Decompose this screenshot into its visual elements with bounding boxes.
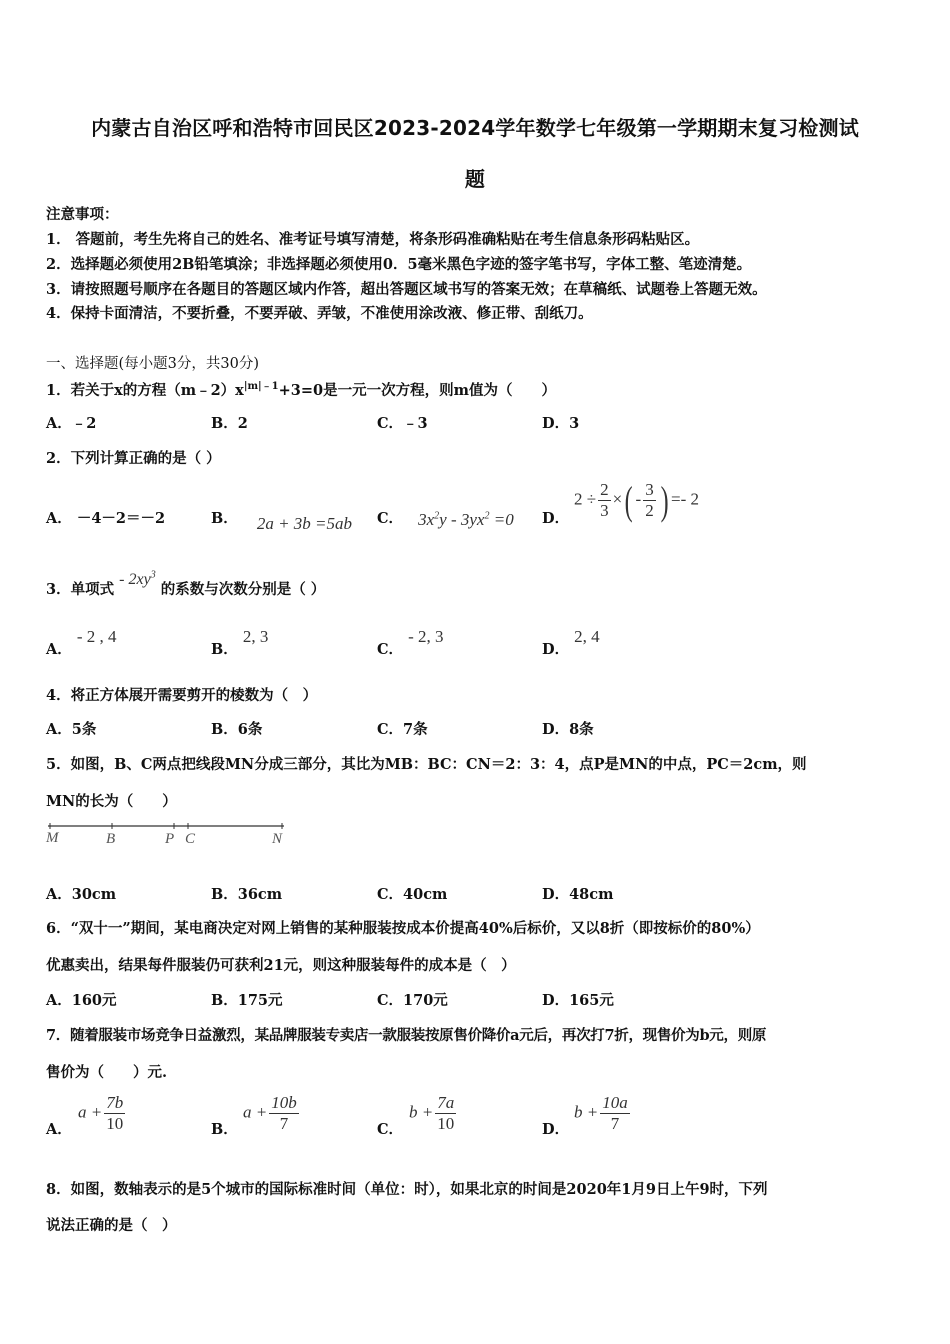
- q2-d-times: ×: [612, 489, 623, 509]
- q2-c-expression: [418, 510, 514, 529]
- q2-c-exponent: 2: [434, 510, 440, 522]
- point-label-b: B: [106, 831, 116, 847]
- q3-option-b: [211, 627, 269, 659]
- q2-d-numerator: 3: [645, 480, 654, 499]
- q7-option-b-expression: [243, 1093, 301, 1134]
- q7-option-a-label: A．: [46, 1121, 72, 1138]
- question-7-stem: 7．随着服装市场竞争日益激烈，某品牌服装专卖店一款服装按原售价降价a元后，再次打7折，现售价为b元，则原: [46, 1027, 767, 1044]
- q7-c-denominator: 10: [437, 1114, 455, 1133]
- q5-option-a: A．30cm: [46, 886, 117, 903]
- question-1-stem: [46, 377, 556, 400]
- q7-d-lead: b +: [574, 1102, 599, 1122]
- q7-option-c-label: C．: [377, 1121, 404, 1138]
- point-label-c: C: [185, 831, 196, 847]
- q7-c-lead: b +: [409, 1102, 434, 1122]
- q5-option-c: C．40cm: [377, 886, 448, 903]
- notice-heading: 注意事项：: [46, 206, 119, 223]
- q7-b-denominator: 7: [279, 1114, 289, 1133]
- q2-option-d-label: D．: [542, 510, 570, 527]
- q7-a-numerator: 7b: [106, 1093, 124, 1112]
- q1-exponent: |m|﹣1: [243, 381, 279, 392]
- q2-d-lead: 2 ÷: [574, 489, 597, 509]
- q4-option-a: A．5条: [46, 721, 97, 738]
- question-2-stem: 2．下列计算正确的是（ ）: [46, 450, 221, 467]
- left-paren-icon: (: [624, 477, 633, 523]
- q3-label-c: C．: [377, 641, 404, 658]
- notice-item: 3．请按照题号顺序在各题目的答题区域内作答，超出答题区域书写的答案无效；在草稿纸、试题卷上答题无效。: [46, 281, 767, 298]
- notice-item: 1． 答题前，考生先将自己的姓名、准考证号填写清楚，将条形码准确粘贴在考生信息条形码粘贴区。: [46, 231, 700, 248]
- q2-d-expression: [574, 477, 700, 523]
- q3-option-c: [377, 627, 444, 659]
- q2-option-b: [211, 507, 353, 533]
- q2-d-negative: -: [635, 489, 642, 509]
- q4-option-c: C．7条: [377, 721, 428, 738]
- q2-b-expression: 2a + 3b =5ab: [256, 514, 353, 533]
- point-label-p: P: [165, 831, 175, 847]
- section-heading: 一、选择题(每小题3分，共30分): [46, 356, 259, 372]
- question-8-stem-continued: 说法正确的是（ ）: [46, 1217, 177, 1234]
- q7-a-denominator: 10: [106, 1114, 124, 1133]
- question-7-stem-continued: 售价为（ ）元.: [46, 1064, 168, 1081]
- notice-item: 2．选择题必须使用2B铅笔填涂；非选择题必须使用0．5毫米黑色字迹的签字笔书写，字体工整、笔迹清楚。: [46, 256, 752, 273]
- q6-option-d: D．165元: [542, 992, 614, 1009]
- q1-option-c: C．﹣3: [377, 415, 428, 432]
- q2-option-c: [377, 507, 514, 528]
- q2-d-denominator: 2: [645, 501, 654, 520]
- q3-label-a: A．: [46, 641, 72, 658]
- q7-option-a-expression: [78, 1093, 127, 1134]
- point-label-m: M: [46, 830, 59, 846]
- question-4-stem: 4．将正方体展开需要剪开的棱数为（ ）: [46, 687, 318, 704]
- q2-a-expression: －4－2＝－2: [76, 510, 166, 527]
- right-paren-icon: ): [660, 477, 669, 523]
- q7-option-c-expression: [409, 1093, 458, 1134]
- q7-d-denominator: 7: [610, 1114, 620, 1133]
- q7-c-numerator: 7a: [437, 1093, 455, 1112]
- q5-option-b: B．36cm: [211, 886, 283, 903]
- question-3-stem: [46, 569, 326, 599]
- q3-b-value: 2, 3: [242, 627, 269, 646]
- q1-option-b: B．2: [211, 415, 248, 432]
- q2-label-a: A．: [46, 510, 72, 527]
- q3-label-d: D．: [542, 641, 570, 658]
- question-6-stem: 6．“双十一”期间，某电商决定对网上销售的某种服装按成本价提高40%后标价，又以8折（即按标价的80%）: [46, 920, 760, 937]
- q3-a-value: - 2 , 4: [76, 627, 117, 646]
- q2-c-part: 3x: [418, 510, 435, 529]
- q2-d-denominator: 3: [600, 501, 609, 520]
- exam-title-continued: 题: [464, 167, 486, 191]
- q2-c-exponent: 2: [484, 510, 490, 522]
- q3-d-value: 2, 4: [574, 627, 600, 646]
- q6-option-a: A．160元: [46, 992, 117, 1009]
- q3-c-value: - 2, 3: [408, 627, 444, 646]
- q4-option-b: B．6条: [211, 721, 263, 738]
- q1-stem-part: +3=0是一元一次方程，则m值为（ ）: [278, 381, 556, 399]
- q2-option-a: [46, 507, 165, 528]
- q3-option-d: [542, 627, 600, 659]
- question-5-stem-continued: MN的长为（ ）: [46, 793, 177, 810]
- segment-diagram: [44, 822, 290, 848]
- question-5-stem: 5．如图，B、C两点把线段MN分成三部分，其比为MB：BC：CN＝2：3：4，点P是MN的中点，PC＝2cm，则: [46, 756, 807, 773]
- q2-d-numerator: 2: [600, 480, 609, 499]
- q7-option-b-label: B．: [211, 1121, 238, 1138]
- q6-option-b: B．175元: [211, 992, 283, 1009]
- notice-item: 4．保持卡面清洁，不要折叠，不要弄破、弄皱，不准使用涂改液、修正带、刮纸刀。: [46, 305, 593, 322]
- q2-d-tail: =- 2: [671, 489, 700, 509]
- q5-option-d: D．48cm: [542, 886, 614, 903]
- q7-d-numerator: 10a: [602, 1093, 628, 1112]
- q2-label-c: C．: [377, 510, 404, 527]
- q3-monomial: [119, 571, 156, 588]
- point-label-n: N: [272, 831, 283, 847]
- q7-b-numerator: 10b: [271, 1093, 297, 1112]
- q1-option-a: A．﹣2: [46, 415, 97, 432]
- q3-option-a: [46, 627, 117, 659]
- q3-monomial-exponent: 3: [150, 569, 156, 581]
- q3-monomial-body: - 2xy: [119, 571, 151, 588]
- question-6-stem-continued: 优惠卖出，结果每件服装仍可获利21元，则这种服装每件的成本是（ ）: [46, 957, 516, 974]
- q7-option-d-expression: [574, 1093, 632, 1134]
- q7-b-lead: a +: [243, 1102, 268, 1122]
- q2-c-part: =0: [489, 510, 514, 529]
- q7-option-d-label: D．: [542, 1121, 570, 1138]
- q3-stem-part: 3．单项式: [46, 581, 115, 598]
- q7-a-lead: a +: [78, 1102, 103, 1122]
- q1-option-d: D．3: [542, 415, 580, 432]
- question-8-stem: 8．如图，数轴表示的是5个城市的国际标准时间（单位：时），如果北京的时间是2020年1月9日上午9时，下列: [46, 1181, 768, 1198]
- q3-stem-part: 的系数与次数分别是（ ）: [160, 581, 326, 598]
- q2-c-part: y - 3yx: [439, 510, 485, 529]
- exam-title: 内蒙古自治区呼和浩特市回民区2023-2024学年数学七年级第一学期期末复习检测试: [91, 116, 859, 140]
- q6-option-c: C．170元: [377, 992, 448, 1009]
- q4-option-d: D．8条: [542, 721, 594, 738]
- q2-label-b: B．: [211, 510, 238, 527]
- q3-label-b: B．: [211, 641, 238, 658]
- q1-stem-part: 1．若关于x的方程（m﹣2）x: [46, 381, 244, 399]
